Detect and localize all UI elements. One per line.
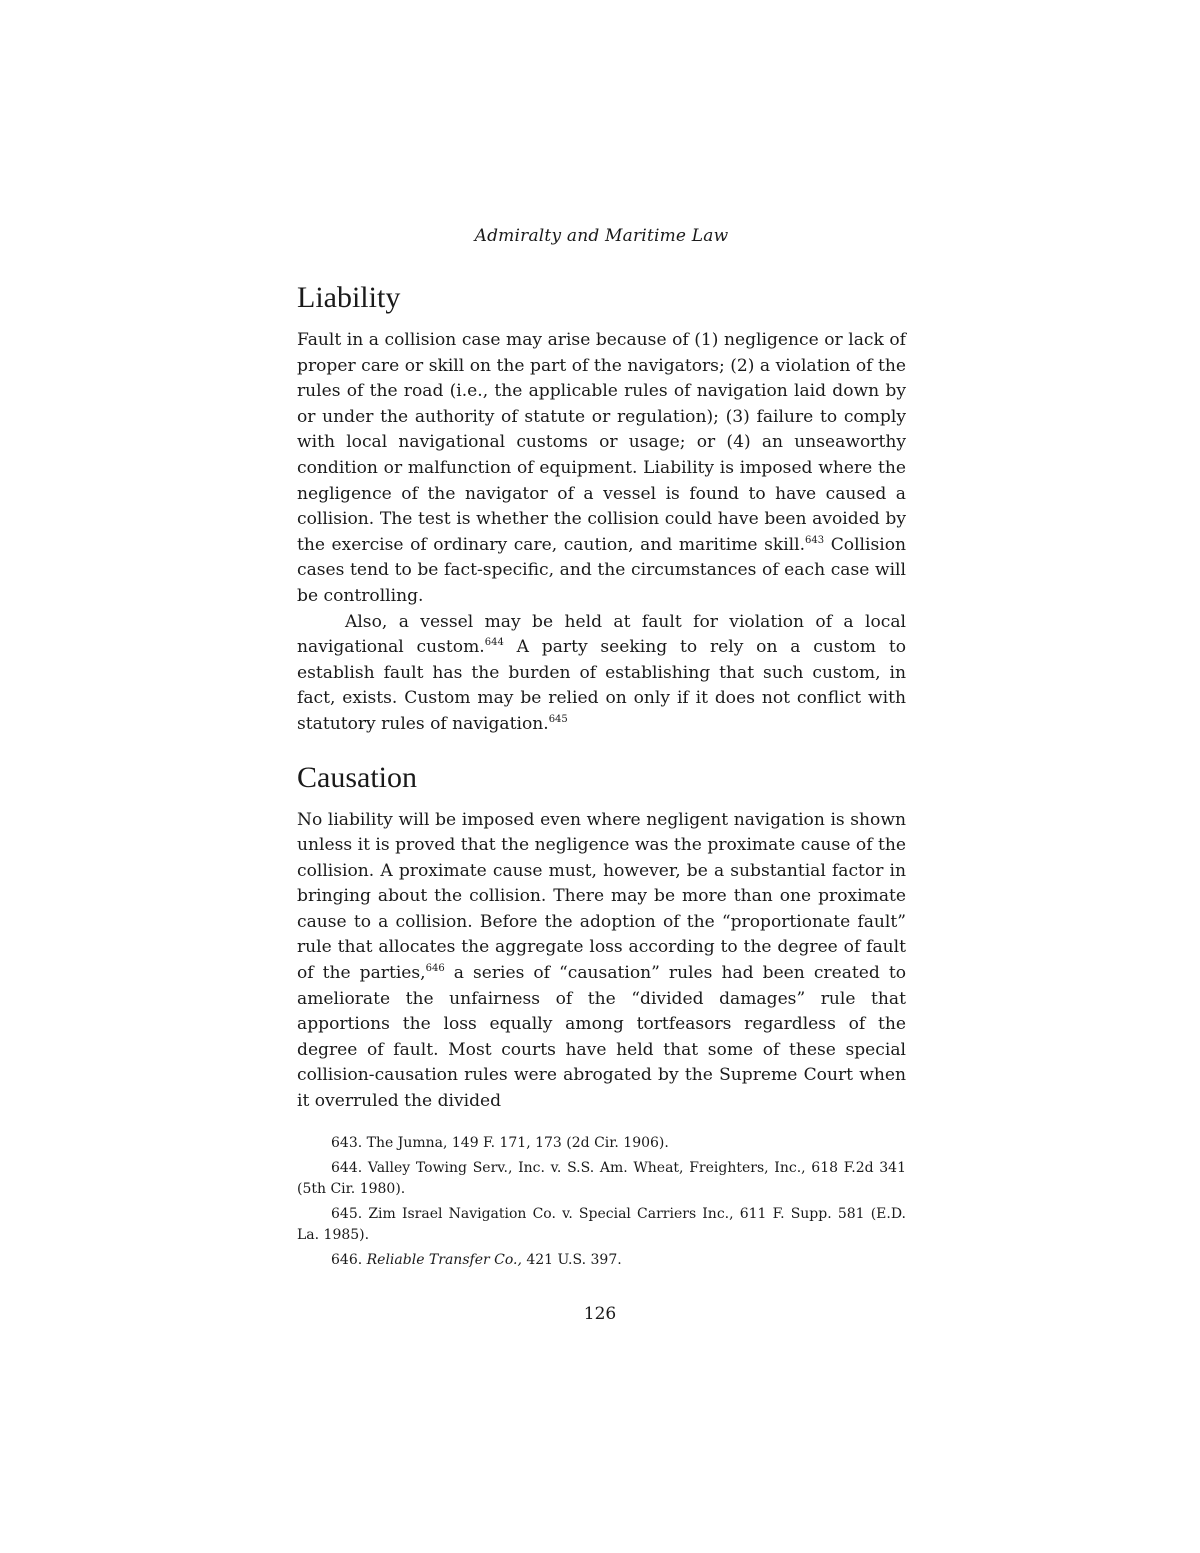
footnote-646 xyxy=(297,1250,906,1271)
text-run: A party seeking to rely on a custom to establish fault has the burden of establishing that such custom, in fact, exists. Custom may be relied on only if it does not conflict with statutory rules of navigation. xyxy=(297,637,906,734)
footnote-645 xyxy=(297,1204,906,1246)
page-body xyxy=(297,226,906,1275)
footnote-text: 421 U.S. 397. xyxy=(521,1251,622,1268)
running-head: Admiralty and Maritime Law xyxy=(474,226,729,246)
footnote-ref-646[interactable]: 646 xyxy=(425,963,445,975)
footnotes xyxy=(297,1133,906,1271)
text-run: No liability will be imposed even where negligent navigation is shown unless it is proved that the negligence was the proximate cause of the collision. A proximate cause must, however, be a substantial factor in bringing about the collision. There may be more than one proximate cause to a collision. Before the adoption of the “proportionate fault” rule that allocates the aggregate loss according to the degree of fault of the parties, xyxy=(297,809,906,984)
page-number: 126 xyxy=(583,1304,617,1324)
liability-paragraph-1 xyxy=(297,328,906,610)
text-run: a series of “causation” rules had been created to ameliorate the unfairness of the “divided damages” rule that apportions the loss equally among tortfeasors regardless of the degree of fault. Most courts have held that some of these special collision-causation rules were abrogated by the Supreme Court when it overruled the divided xyxy=(297,963,906,1112)
section-heading-liability: Liability xyxy=(297,281,401,314)
footnote-644 xyxy=(297,1158,906,1200)
footnote-ref-644[interactable]: 644 xyxy=(484,637,504,649)
footnote-643 xyxy=(297,1133,906,1154)
text-run: Also, a vessel may be held at fault for violation of a local navigational custom. xyxy=(297,611,906,658)
footnote-text: Zim Israel Navigation Co. v. Special Carriers Inc., 611 F. Supp. 581 (E.D. La. 1985). xyxy=(297,1205,907,1243)
footnote-number: 645. xyxy=(331,1205,363,1222)
footnote-number: 644. xyxy=(331,1159,363,1176)
text-run: Collision cases tend to be fact-specific, and the circumstances of each case will be controlling. xyxy=(297,534,907,606)
section-heading-causation: Causation xyxy=(297,760,417,794)
text-run: Fault in a collision case may arise because of (1) negligence or lack of proper care or skill on the part of the navigators; (2) a violation of the rules of the road (i.e., the applicable rules of navigation laid down by or under the authority of statute or regulation); (3) failure to comply with local navigational customs or usage; or (4) an unseaworthy condition or malfunction of equipment. Liability is imposed where the negligence of the navigator of a vessel is found to have caused a collision. The test is whether the collision could have been avoided by the exercise of ordinary care, caution, and maritime skill. xyxy=(297,330,906,555)
liability-paragraph-2 xyxy=(297,610,906,738)
footnote-text: Valley Towing Serv., Inc. v. S.S. Am. Wheat, Freighters, Inc., 618 F.2d 341 (5th Cir. 1980). xyxy=(297,1159,906,1197)
footnote-number: 643. xyxy=(331,1134,363,1151)
footnote-case-name: Reliable Transfer Co., xyxy=(366,1251,522,1268)
footnote-text: The Jumna, 149 F. 171, 173 (2d Cir. 1906). xyxy=(366,1134,669,1151)
causation-paragraph-1 xyxy=(297,808,906,1115)
footnote-ref-643[interactable]: 643 xyxy=(805,534,825,546)
footnote-number: 646. xyxy=(331,1251,363,1268)
footnote-ref-645[interactable]: 645 xyxy=(548,713,568,725)
